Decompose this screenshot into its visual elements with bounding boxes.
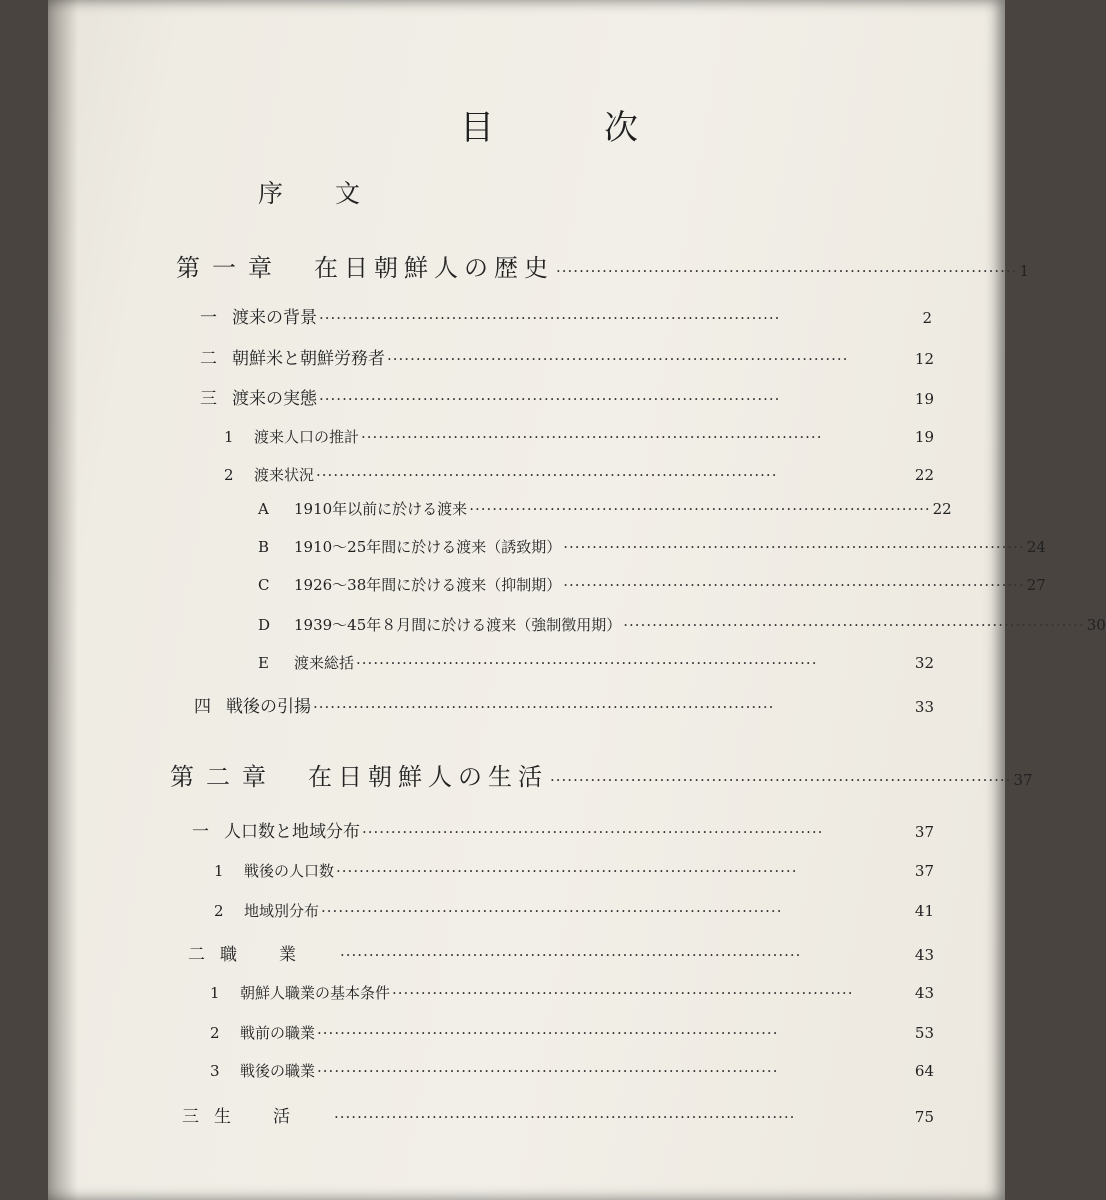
toc-item[interactable]: [258, 498, 952, 519]
leader-dots: ················································································: [340, 946, 802, 964]
section-number: 二: [200, 349, 217, 369]
toc-item[interactable]: [258, 536, 1046, 557]
leader-dots: ················································································: [313, 698, 775, 716]
section-number: 一: [200, 308, 217, 328]
subsection-title: 渡来人口の推計: [254, 428, 360, 446]
chapter-title: 在日朝鮮人の歴史: [314, 254, 554, 282]
page-number: 1: [1019, 262, 1029, 280]
page-number: 19: [914, 428, 934, 446]
section-number: 二: [188, 945, 205, 965]
preface-entry: 序文: [258, 179, 413, 208]
section-title: 職業: [220, 945, 338, 965]
subsection-title: 地域別分布: [244, 902, 320, 920]
toc-chapter-2[interactable]: [170, 757, 1033, 792]
page-number: 22: [914, 466, 934, 484]
page-number: 43: [914, 984, 934, 1002]
item-title: 1939～45年８月間に於ける渡来（強制徴用期）: [294, 616, 622, 634]
book-page: [48, 0, 1005, 1200]
leader-dots: ················································································: [563, 576, 1025, 594]
leader-dots: ················································································: [556, 262, 1018, 280]
page-number: 75: [914, 1108, 934, 1126]
leader-dots: ················································································: [317, 1062, 779, 1080]
toc-subsection[interactable]: [214, 860, 934, 881]
item-letter: B: [258, 538, 270, 556]
subsection-title: 朝鮮人職業の基本条件: [240, 984, 391, 1002]
page-number: 37: [914, 823, 934, 841]
subsection-number: 2: [214, 902, 224, 920]
toc-subsection[interactable]: [214, 900, 934, 921]
toc-title: 目次: [460, 108, 748, 148]
leader-dots: ················································································: [361, 428, 823, 446]
leader-dots: ················································································: [623, 616, 1085, 634]
toc-subsection[interactable]: [210, 1060, 934, 1081]
page-number: 33: [914, 698, 934, 716]
toc-section[interactable]: [200, 384, 934, 409]
page-number: 32: [914, 654, 934, 672]
subsection-title: 戦前の職業: [240, 1024, 316, 1042]
leader-dots: ················································································: [321, 902, 783, 920]
subsection-number: 3: [210, 1062, 220, 1080]
toc-item[interactable]: [258, 574, 1046, 595]
leader-dots: ················································································: [362, 823, 824, 841]
page-number: 2: [922, 309, 932, 327]
toc-section[interactable]: [192, 817, 934, 842]
toc-section[interactable]: [188, 940, 934, 965]
leader-dots: ················································································: [336, 862, 798, 880]
toc-section[interactable]: [200, 303, 932, 328]
subsection-number: 1: [210, 984, 220, 1002]
subsection-number: 1: [224, 428, 234, 446]
section-number: 三: [182, 1107, 199, 1127]
section-title: 渡来の実態: [232, 389, 317, 409]
page-number: 19: [914, 390, 934, 408]
subsection-number: 1: [214, 862, 224, 880]
page-number: 27: [1026, 576, 1046, 594]
section-number: 三: [200, 389, 217, 409]
toc-item[interactable]: [258, 614, 1106, 635]
toc-subsection[interactable]: [224, 426, 934, 447]
toc-section[interactable]: [182, 1102, 934, 1127]
page-number: 37: [914, 862, 934, 880]
page-number: 41: [914, 902, 934, 920]
leader-dots: ················································································: [316, 466, 778, 484]
chapter-title: 在日朝鮮人の生活: [308, 763, 548, 791]
toc-subsection[interactable]: [224, 464, 934, 485]
subsection-title: 渡来状況: [254, 466, 315, 484]
section-title: 渡来の背景: [232, 308, 317, 328]
leader-dots: ················································································: [563, 538, 1025, 556]
item-title: 1910～25年間に於ける渡来（誘致期）: [294, 538, 562, 556]
page-number: 37: [1013, 771, 1033, 789]
section-number: 一: [192, 822, 209, 842]
item-title: 渡来総括: [294, 654, 355, 672]
subsection-number: 2: [224, 466, 234, 484]
page-number: 12: [914, 350, 934, 368]
toc-item[interactable]: [258, 652, 934, 673]
section-number: 四: [194, 697, 211, 717]
item-letter: D: [258, 616, 271, 634]
section-title: 人口数と地域分布: [224, 822, 360, 842]
spine-shadow: [48, 0, 78, 1200]
page-number: 64: [914, 1062, 934, 1080]
section-title: 朝鮮米と朝鮮労務者: [232, 349, 385, 369]
page-number: 22: [932, 500, 952, 518]
leader-dots: ················································································: [334, 1108, 796, 1126]
toc-section[interactable]: [194, 692, 934, 717]
toc-section[interactable]: [200, 344, 934, 369]
item-letter: C: [258, 576, 270, 594]
leader-dots: ················································································: [317, 1024, 779, 1042]
leader-dots: ················································································: [392, 984, 854, 1002]
leader-dots: ················································································: [469, 500, 931, 518]
section-title: 生活: [214, 1107, 332, 1127]
leader-dots: ················································································: [550, 771, 1012, 789]
subsection-title: 戦後の職業: [240, 1062, 316, 1080]
item-letter: A: [258, 500, 269, 518]
leader-dots: ················································································: [319, 390, 781, 408]
item-title: 1926～38年間に於ける渡来（抑制期）: [294, 576, 562, 594]
leader-dots: ················································································: [387, 350, 849, 368]
toc-subsection[interactable]: [210, 982, 934, 1003]
subsection-number: 2: [210, 1024, 220, 1042]
page-number: 43: [914, 946, 934, 964]
leader-dots: ················································································: [319, 309, 781, 327]
page-number: 53: [914, 1024, 934, 1042]
item-letter: E: [258, 654, 269, 672]
leader-dots: ················································································: [356, 654, 818, 672]
page-number: 30: [1086, 616, 1106, 634]
item-title: 1910年以前に於ける渡来: [294, 500, 468, 518]
toc-chapter-1[interactable]: [176, 248, 1029, 283]
toc-subsection[interactable]: [210, 1022, 934, 1043]
chapter-number: 第一章: [176, 254, 284, 282]
chapter-number: 第二章: [170, 763, 278, 791]
page-number: 24: [1026, 538, 1046, 556]
section-title: 戦後の引揚: [226, 697, 311, 717]
subsection-title: 戦後の人口数: [244, 862, 335, 880]
